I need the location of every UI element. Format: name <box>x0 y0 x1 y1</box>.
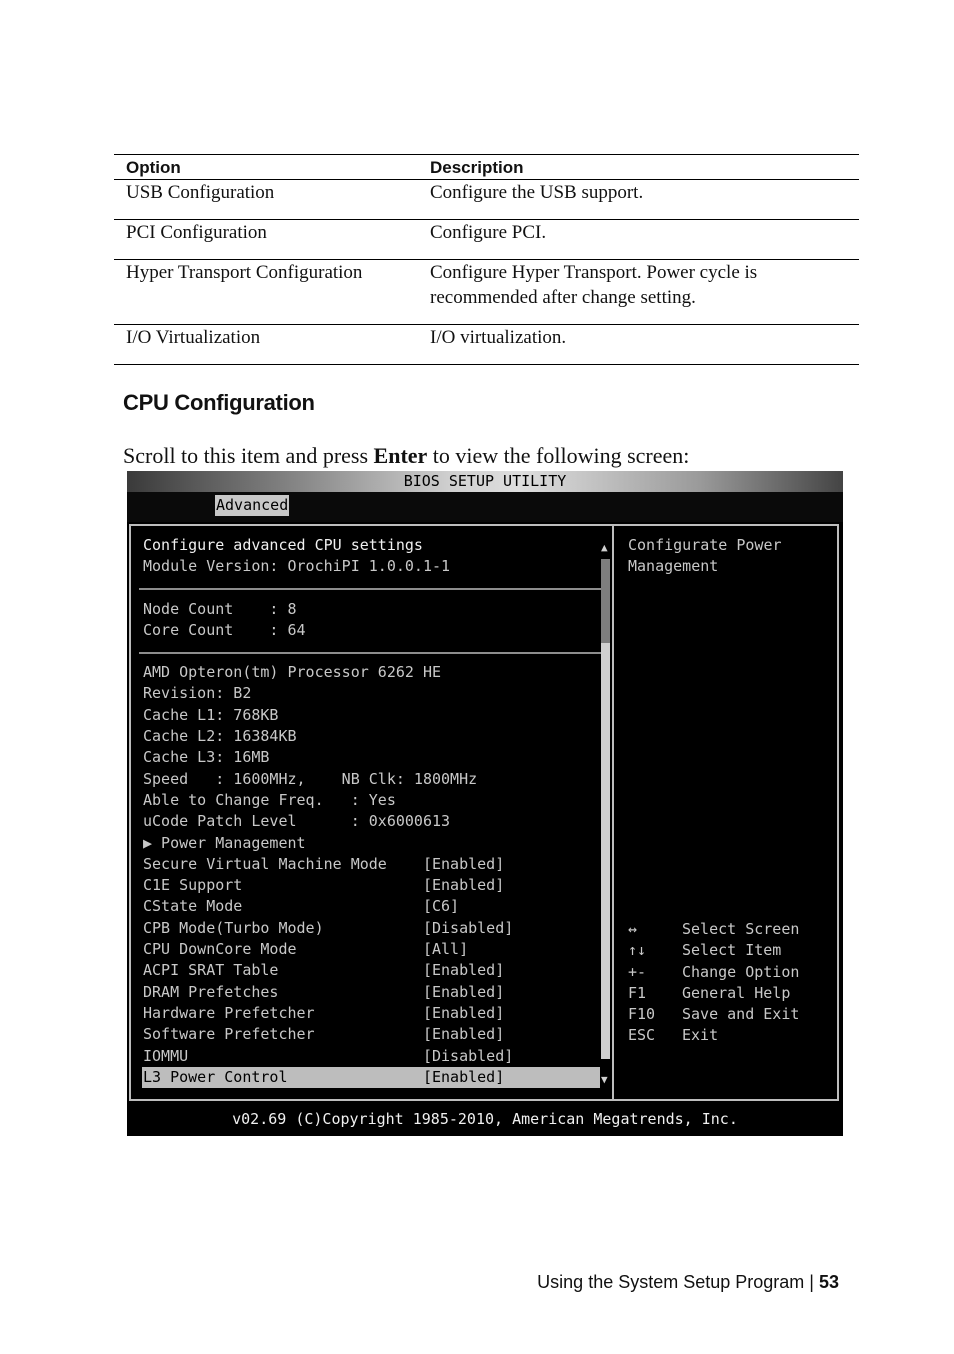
bios-key-legend <box>628 919 833 1047</box>
bios-info-line: Speed : 1600MHz, NB Clk: 1800MHz <box>143 769 478 788</box>
table-header <box>114 155 859 180</box>
key-action: General Help <box>682 983 791 1002</box>
bios-setting[interactable]: CPB Mode(Turbo Mode) [Disabled] <box>143 918 514 937</box>
table-row <box>114 260 859 325</box>
bios-info-line: Cache L2: 16384KB <box>143 727 297 746</box>
bios-info-line: Able to Change Freq. : Yes <box>143 790 396 809</box>
bios-screenshot <box>127 471 843 1136</box>
bios-panel-divider <box>612 524 614 1101</box>
scroll-down-arrow-icon: ▼ <box>601 1073 608 1086</box>
bios-heading: Configure advanced CPU settings <box>143 536 423 554</box>
bios-info-line: Cache L1: 768KB <box>143 705 279 724</box>
key-label: +- <box>628 962 647 981</box>
help-line: Management <box>628 557 719 576</box>
intro-before: Scroll to this item and press <box>123 443 374 468</box>
bios-title: BIOS SETUP UTILITY <box>127 471 843 492</box>
arrows-left-right-icon: ↔ <box>628 920 638 938</box>
key-label: F10 <box>628 1005 656 1024</box>
bios-separator <box>139 652 603 654</box>
key-legend-row <box>628 940 833 961</box>
bios-tab-bar <box>127 492 843 522</box>
page-footer <box>537 1272 839 1293</box>
scroll-up-arrow-icon: ▲ <box>601 541 608 554</box>
option-cell: PCI Configuration <box>114 220 420 260</box>
help-line: Configurate Power <box>628 536 782 554</box>
scrollbar-thumb[interactable] <box>601 643 610 1059</box>
bios-help-panel <box>628 535 828 578</box>
key-action: Select Item <box>682 941 782 960</box>
bios-info-line: uCode Patch Level : 0x6000613 <box>143 812 451 831</box>
bios-setting[interactable]: C1E Support [Enabled] <box>143 876 505 895</box>
bios-setting[interactable]: CState Mode [C6] <box>143 897 460 916</box>
option-table <box>114 154 859 365</box>
option-cell: Hyper Transport Configuration <box>114 260 420 325</box>
bios-setting[interactable]: DRAM Prefetches [Enabled] <box>143 982 505 1001</box>
key-action: Select Screen <box>682 920 800 938</box>
option-cell: USB Configuration <box>114 180 420 220</box>
key-action: Change Option <box>682 962 800 981</box>
description-cell: Configure PCI. <box>420 220 859 260</box>
key-legend-row <box>628 1025 833 1046</box>
tab-advanced[interactable]: Advanced <box>216 496 289 514</box>
intro-text <box>123 443 689 469</box>
bios-setting-selected[interactable]: L3 Power Control [Enabled] <box>142 1067 600 1088</box>
key-legend-row <box>628 1004 833 1025</box>
key-action: Exit <box>682 1026 719 1045</box>
description-cell: Configure Hyper Transport. Power cycle is recommended after change setting. <box>420 260 859 325</box>
scrollbar-track <box>601 559 610 643</box>
footer-text: Using the System Setup Program | <box>537 1272 819 1292</box>
arrows-up-down-icon: ↑↓ <box>628 941 647 960</box>
key-label: ESC <box>628 1026 656 1045</box>
bios-settings-list <box>143 535 603 1088</box>
key-legend-row <box>628 983 833 1004</box>
bios-setting[interactable]: Software Prefetcher [Enabled] <box>143 1025 505 1044</box>
section-title: CPU Configuration <box>123 390 315 415</box>
bios-separator <box>139 588 603 590</box>
bios-core-count: Core Count : 64 <box>143 620 306 639</box>
bios-info-line: Cache L3: 16MB <box>143 748 270 767</box>
key-label: F1 <box>628 983 647 1002</box>
table-row <box>114 325 859 365</box>
description-cell: Configure the USB support. <box>420 180 859 220</box>
table-row <box>114 180 859 220</box>
intro-key: Enter <box>373 443 428 468</box>
table-row <box>114 220 859 260</box>
header-description: Description <box>420 155 859 180</box>
bios-info-line: Revision: B2 <box>143 684 252 703</box>
key-legend-row <box>628 962 833 983</box>
bios-scrollbar[interactable] <box>601 541 611 1089</box>
bios-setting[interactable]: Hardware Prefetcher [Enabled] <box>143 1003 505 1022</box>
header-option: Option <box>114 155 420 180</box>
key-action: Save and Exit <box>682 1005 800 1024</box>
bios-copyright-footer: v02.69 (C)Copyright 1985-2010, American Megatrends, Inc. <box>232 1110 738 1128</box>
bios-setting[interactable]: IOMMU [Disabled] <box>143 1046 514 1065</box>
bios-node-count: Node Count : 8 <box>143 599 297 618</box>
description-cell: I/O virtualization. <box>420 325 859 365</box>
bios-setting[interactable]: CPU DownCore Mode [All] <box>143 940 469 959</box>
intro-after: to view the following screen: <box>427 443 690 468</box>
bios-info-line: AMD Opteron(tm) Processor 6262 HE <box>143 663 442 682</box>
bios-submenu-power-management[interactable]: ▶ Power Management <box>143 833 306 852</box>
key-legend-row <box>628 919 833 940</box>
option-cell: I/O Virtualization <box>114 325 420 365</box>
bios-module-version: Module Version: OrochiPI 1.0.0.1-1 <box>143 557 451 576</box>
page-number: 53 <box>818 1272 839 1292</box>
bios-setting[interactable]: Secure Virtual Machine Mode [Enabled] <box>143 854 505 873</box>
bios-setting[interactable]: ACPI SRAT Table [Enabled] <box>143 961 505 980</box>
